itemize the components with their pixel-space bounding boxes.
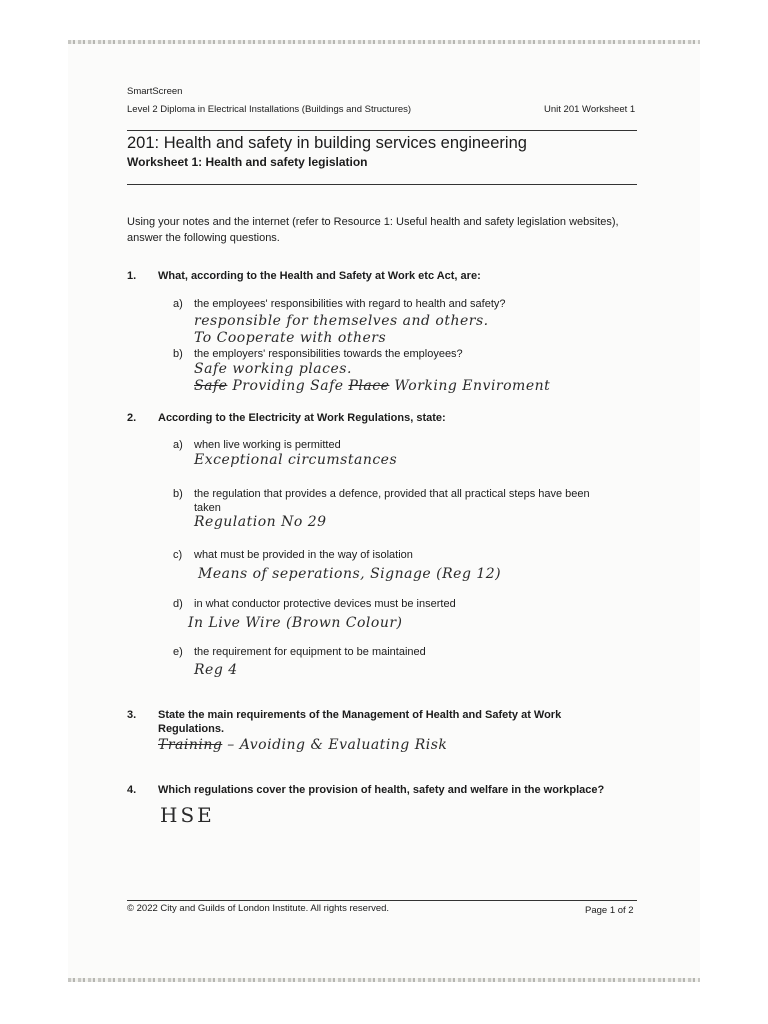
answer-1a-line-2: To Cooperate with others [194, 330, 387, 346]
question-2b-text-continued: taken [194, 502, 221, 514]
paper-top-edge [68, 40, 700, 44]
question-1a-text: the employees' responsibilities with regard to health and safety? [194, 298, 506, 310]
copyright-text: © 2022 City and Guilds of London Institute. All rights reserved. [127, 903, 390, 914]
worksheet-page [68, 42, 700, 982]
page-subtitle: Worksheet 1: Health and safety legislation [127, 155, 368, 169]
question-2b-letter: b) [173, 488, 183, 500]
question-1-text: What, according to the Health and Safety at Work etc Act, are: [158, 270, 481, 282]
answer-3-struck-word: Training [158, 737, 223, 753]
answer-2c: Means of seperations, Signage (Reg 12) [198, 566, 502, 582]
answer-1b-struck-word-2: Place [348, 378, 390, 394]
answer-1b-struck-word: Safe [194, 378, 228, 394]
question-2b-text: the regulation that provides a defence, provided that all practical steps have been [194, 488, 590, 500]
answer-1a-line-1: responsible for themselves and others. [194, 313, 489, 329]
answer-1b-line-1: Safe working places. [194, 361, 352, 377]
question-1-number: 1. [127, 270, 137, 282]
question-1a-letter: a) [173, 298, 183, 310]
answer-3-text: – Avoiding & Evaluating Risk [227, 737, 448, 753]
question-2c-text: what must be provided in the way of isolation [194, 549, 413, 561]
question-2d-text: in what conductor protective devices must be inserted [194, 598, 456, 610]
unit-label: Unit 201 Worksheet 1 [544, 104, 636, 115]
question-3-text: State the main requirements of the Management of Health and Safety at Work [158, 709, 562, 721]
question-2-text: According to the Electricity at Work Regulations, state: [158, 412, 446, 424]
answer-1b-providing: Providing Safe [232, 378, 344, 394]
footer-rule [127, 900, 637, 901]
intro-text: Using your notes and the internet (refer to Resource 1: Useful health and safety legislation websites), answer the following questions. [127, 216, 619, 244]
question-2d-letter: d) [173, 598, 183, 610]
question-2e-letter: e) [173, 646, 183, 658]
question-4-text: Which regulations cover the provision of health, safety and welfare in the workplace? [158, 784, 605, 796]
question-4-number: 4. [127, 784, 137, 796]
question-3-text-continued: Regulations. [158, 723, 225, 735]
question-3-number: 3. [127, 709, 137, 721]
question-2a-letter: a) [173, 439, 183, 451]
title-rule [127, 184, 637, 185]
question-1b-letter: b) [173, 348, 183, 360]
page-title: 201: Health and safety in building services engineering [127, 134, 527, 152]
answer-2e: Reg 4 [194, 662, 238, 678]
answer-2b: Regulation No 29 [194, 514, 327, 530]
page-number: Page 1 of 2 [585, 905, 634, 916]
question-2-number: 2. [127, 412, 137, 424]
course-label: Level 2 Diploma in Electrical Installations (Buildings and Structures) [127, 104, 412, 115]
answer-1b-line-2 [194, 378, 550, 394]
answer-1b-environment: Working Enviroment [394, 378, 551, 394]
header-rule [127, 130, 637, 131]
brand-label: SmartScreen [127, 86, 183, 97]
answer-3 [158, 737, 447, 753]
question-1b-text: the employers' responsibilities towards the employees? [194, 348, 463, 360]
question-2e-text: the requirement for equipment to be maintained [194, 646, 426, 658]
question-2a-text: when live working is permitted [194, 439, 341, 451]
answer-4: HSE [160, 803, 215, 827]
paper-bottom-edge [68, 978, 700, 982]
question-2c-letter: c) [173, 549, 183, 561]
answer-2a: Exceptional circumstances [194, 452, 398, 468]
answer-2d: In Live Wire (Brown Colour) [188, 615, 403, 631]
